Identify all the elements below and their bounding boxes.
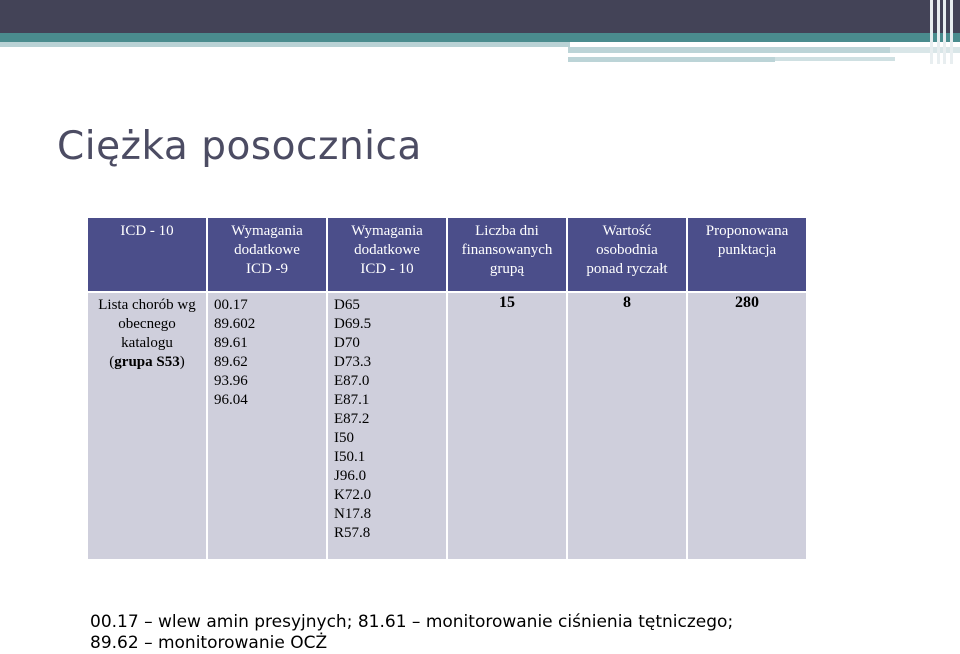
icd9-code: 96.04 [214,392,248,408]
icd10-code: R57.8 [334,525,371,541]
banner-light-band [0,42,570,47]
header-line: ICD - 10 [360,261,414,277]
header-line: Proponowana [705,223,789,239]
icd10-code: I50 [334,430,354,446]
header-line: Wymagania [231,223,303,239]
header-line: Wartość [602,223,652,239]
list-line: Lista chorób wg [98,297,196,313]
icd10-code: I50.1 [334,449,366,465]
header-line: Liczba dni [475,223,539,239]
icd9-code: 00.17 [214,297,248,313]
banner-line [775,57,895,61]
header-line: Wymagania [351,223,423,239]
icd10-code: D73.3 [334,354,372,370]
icd10-code: D69.5 [334,316,372,332]
icd10-code: E87.2 [334,411,370,427]
footnote-line: 00.17 – wlew amin presyjnych; 81.61 – monitorowanie ciśnienia tętniczego; [90,612,734,632]
group-open-paren: ( [109,354,115,370]
icd9-code: 89.602 [214,316,256,332]
icd10-code: E87.1 [334,392,370,408]
icd10-code: E87.0 [334,373,370,389]
header-line: punktacja [717,242,777,258]
header-line: ICD - 10 [120,223,174,239]
cell-icd10-codes [328,293,446,559]
group-label: grupa S53 [114,354,180,370]
banner-line [568,57,775,62]
cell-icd9-codes [208,293,326,559]
banner-stripe [950,0,953,64]
header-icd10 [88,218,206,291]
icd9-code: 89.61 [214,335,248,351]
banner-teal-band [0,33,960,42]
header-line: ponad ryczałt [586,261,668,277]
banner-line [568,47,890,53]
icd10-code: D70 [334,335,360,351]
icd9-code: 89.62 [214,354,248,370]
icd10-code: J96.0 [334,468,367,484]
icd10-code: D65 [334,297,360,313]
top-banner [0,0,960,70]
group-close-paren: ) [179,354,185,370]
icd9-code: 93.96 [214,373,248,389]
header-line: osobodnia [596,242,658,258]
header-points [688,218,806,291]
header-line: finansowanych [461,242,553,258]
banner-stripe [937,0,940,64]
banner-stripe [930,0,933,64]
table-header-row [88,218,806,291]
header-icd9-extra [208,218,326,291]
footnote-line: 89.62 – monitorowanie OCŻ [90,633,328,653]
cell-days: 15 [448,293,566,559]
icd10-code: K72.0 [334,487,372,503]
cell-disease-list [88,293,206,559]
header-icd10-extra [328,218,446,291]
list-line: obecnego [118,316,176,332]
icd10-code: N17.8 [334,506,372,522]
header-line: dodatkowe [354,242,420,258]
banner-stripe [943,0,946,64]
header-line: ICD -9 [245,261,289,277]
table-row [88,293,806,559]
header-value-per-day [568,218,686,291]
header-days [448,218,566,291]
cell-points: 280 [688,293,806,559]
banner-dark-band [0,0,960,33]
list-line: katalogu [121,335,173,351]
header-line: dodatkowe [234,242,300,258]
footnote [90,612,950,654]
cell-value-per-day: 8 [568,293,686,559]
slide-title: Ciężka posocznica [57,124,422,169]
header-line: grupą [489,261,525,277]
icd-table [86,216,808,561]
